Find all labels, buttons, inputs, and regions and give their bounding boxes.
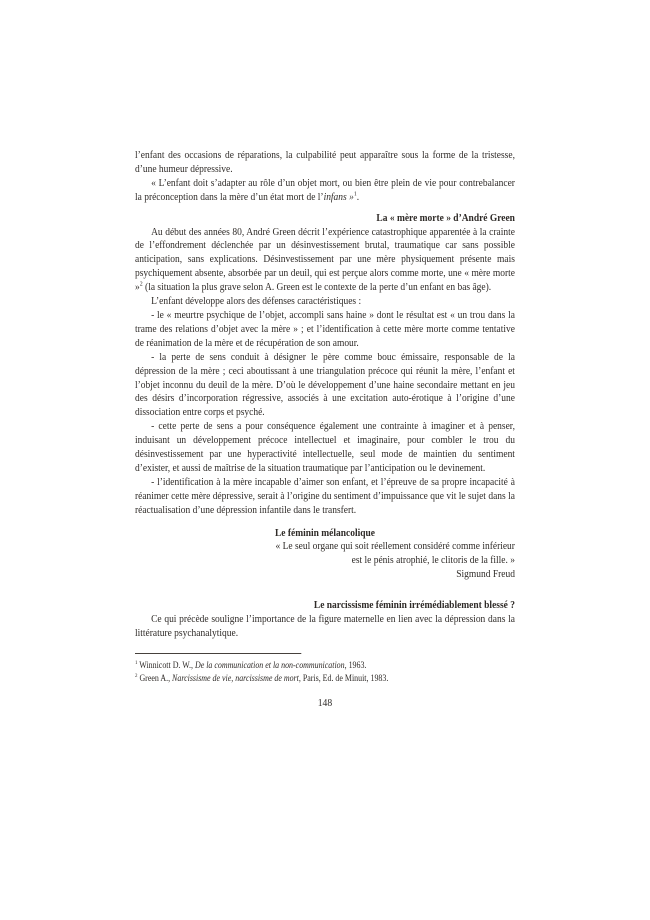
section-heading-feminin-melancolique (135, 527, 515, 541)
text-segment: - le « meurtre psychique de l’objet, accompli sans haine » dont le résultat est « un trou dans la trame des relations d’objet avec la mère » ; et l’identification à cette mère morte comme tentative de réanimation de la mère et de récupération de son amour. (135, 309, 515, 349)
footnote (135, 659, 515, 672)
footnote-marker: 1 (135, 659, 138, 666)
footnote (135, 672, 515, 685)
paragraph-continuation (135, 149, 515, 177)
paragraph (135, 177, 515, 205)
text-segment: De la communication et la non-communication (194, 659, 345, 670)
page-content (135, 149, 515, 711)
text-segment: Ce qui précède souligne l’importance de la figure maternelle en lien avec la dépression dans la littérature psychanalytique. (135, 614, 515, 639)
epigraph-line (135, 540, 515, 554)
text-segment: « Le seul organe qui soit réellement considéré comme inférieur (275, 541, 515, 553)
text-segment: - cette perte de sens a pour conséquence également une contrainte à imaginer et à penser, induisant un développement précoce intellectuel et imaginaire, pour combler le trou du désinvestissement par une hyperactivité intellectuelle, seul mode de maintien du sentiment d’exister, et aussi de maîtrise de la situation traumatique par l’anticipation ou le devinement. (135, 421, 515, 474)
text-segment: (la situation la plus grave selon A. Green est le contexte de la perte d’un enfant en bas âge). (142, 282, 492, 294)
paragraph (135, 613, 515, 641)
text-segment: , 1963. (344, 659, 367, 670)
paragraph (135, 226, 515, 296)
text-segment: « L’enfant doit s’adapter au rôle d’un objet mort, ou bien être plein de vie pour contrebalancer la préconception dans la mère d’un état mort de l’ (135, 177, 515, 203)
text-segment: Winnicott D. W., (137, 659, 195, 670)
text-segment: - l’identification à la mère incapable d’aimer son enfant, et l’épreuve de sa propre incapacité à réanimer cette mère dépressive, serait à l’origine du sentiment d’impuissance que vit le sujet dans la réactualisation d’une dépression infantile dans le transfert. (135, 476, 515, 516)
text-segment: » (346, 191, 354, 203)
paragraph (135, 309, 515, 351)
text-segment: . (356, 191, 360, 203)
text-segment: , Paris, Ed. de Minuit, 1983. (298, 673, 389, 684)
text-segment: Sigmund Freud (456, 569, 515, 581)
text-segment: est le pénis atrophié, le clitoris de la fille. » (351, 555, 515, 567)
text-segment: L’enfant développe alors des défenses caractéristiques : (151, 296, 362, 308)
text-segment: Narcissisme de vie, narcissisme de mort (172, 673, 299, 684)
paragraph (135, 420, 515, 476)
section-heading-narcissisme (135, 599, 515, 613)
page-number (135, 697, 515, 711)
text-segment: 148 (317, 697, 333, 710)
paragraph (135, 295, 515, 309)
epigraph-attribution (135, 568, 515, 582)
footnote-marker: 2 (135, 673, 138, 680)
text-segment: Green A., (137, 673, 173, 684)
text-segment: Le narcissisme féminin irrémédiablement blessé ? (313, 600, 515, 612)
footnote-marker: 1 (353, 190, 357, 198)
text-segment: infans (323, 191, 347, 203)
text-segment: - la perte de sens conduit à désigner le père comme bouc émissaire, responsable de la dépression de la mère ; ceci aboutissant à une triangulation précoce qui réunit la mère, l’enfant et l’objet inconnu du deuil de la mère. D’où le développement d’une haine secondaire mettant en jeu des désirs d’incorporation régressive, associés à une excitation auto-érotique à l’origine d’une dissociation entre corps et psyché. (135, 351, 515, 419)
text-segment: l’enfant des occasions de réparations, la culpabilité peut apparaître sous la forme de la tristesse, d’une humeur dépressive. (135, 150, 515, 175)
text-segment: Au début des années 80, André Green décrit l’expérience catastrophique apparentée à la crainte de l’effondrement déclenchée par un désinvestissement brutal, traumatique car sans possible anticipation, sans explications. Désinvestissement par une mère physiquement présente mais psychiquement absente, absorbée par un deuil, qui est perçue alors comme morte, une « mère morte » (135, 226, 515, 294)
epigraph-line (135, 554, 515, 568)
section-heading-mere-morte (135, 212, 515, 226)
text-segment: La « mère morte » d’André Green (376, 212, 515, 224)
footnote-separator (135, 653, 301, 654)
text-segment: Le féminin mélancolique (274, 527, 375, 539)
paragraph (135, 476, 515, 518)
paragraph (135, 351, 515, 421)
footnote-marker: 2 (139, 280, 143, 288)
